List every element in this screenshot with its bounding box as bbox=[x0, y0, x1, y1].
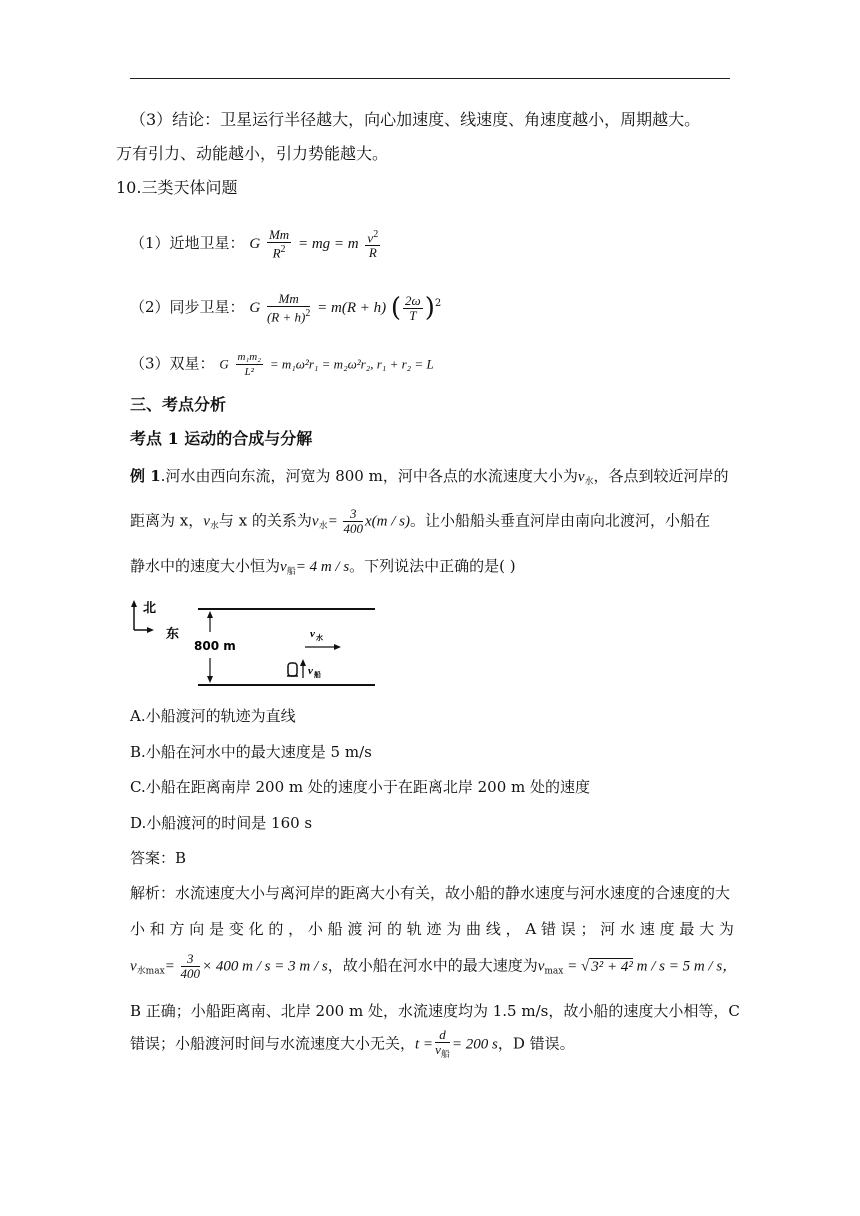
solution-line-1: 解析：水流速度大小与离河岸的距离大小有关，故小船的静水速度与河水速度的合速度的大 bbox=[130, 884, 731, 902]
solution-line-2: 小 和 方 向 是 变 化 的 ， 小 船 渡 河 的 轨 迹 为 曲 线 ， A 错 误 ； 河 水 速 度 最 大 为 bbox=[130, 920, 734, 938]
svg-text:船: 船 bbox=[314, 671, 321, 679]
north-label: 北 bbox=[143, 601, 157, 616]
east-label: 东 bbox=[166, 627, 180, 642]
header-rule bbox=[130, 78, 730, 79]
answer: 答案：B bbox=[130, 849, 187, 867]
option-d: D.小船渡河的时间是 160 s bbox=[130, 814, 313, 832]
solution-line-5: 错误；小船渡河时间与水流速度大小无关，t = $\frac{d}{v_船}$ = 200 s，D 错误。 bbox=[130, 1027, 575, 1059]
solution-line-4: B 正确；小船距离南、北岸 200 m 处，水流速度均为 1.5 m/s，故小船的速度大小相等，C bbox=[130, 1002, 740, 1020]
v-water-label: v bbox=[310, 628, 315, 640]
near-label: （1）近地卫星： bbox=[130, 234, 245, 253]
conclusion-line-1: （3）结论：卫星运行半径越大，向心加速度、线速度、角速度越小，周期越大。 bbox=[130, 110, 701, 129]
section-heading-3: 三、考点分析 bbox=[130, 395, 227, 414]
v-boat-label: v bbox=[308, 665, 313, 677]
svg-text:水: 水 bbox=[316, 634, 323, 642]
option-b: B.小船在河水中的最大速度是 5 m/s bbox=[130, 743, 372, 761]
example-line-3: 静水中的速度大小恒为$v_船= 4$ m / s。下列说法中正确的是( ) bbox=[130, 557, 516, 577]
solution-line-3: $v_{水max}=$ $\frac{3}{400}$ × 400 m / s = 3 m / s，故小船在河水中的最大速度为$v_{max}$ = √ 3² + 4² m / s = 5 m / s， bbox=[130, 951, 738, 981]
option-a: A.小船渡河的轨迹为直线 bbox=[130, 707, 296, 725]
section-heading-10: 10.三类天体问题 bbox=[116, 178, 238, 197]
kaodian-heading: 考点 1 运动的合成与分解 bbox=[130, 429, 313, 448]
example-line-2: 距离为 x，$v_水$与 x 的关系为$v_水=$ $\frac{3}{400}$ x(m / s)。让小船船头垂直河岸由南向北渡河，小船在 bbox=[130, 506, 710, 536]
formula-near-satellite: （1）近地卫星： G $\frac{Mm}{R^2}$ = mg = m $\frac{v^2}{R}$ bbox=[130, 227, 379, 261]
option-c: C.小船在距离南岸 200 m 处的速度小于在距离北岸 200 m 处的速度 bbox=[130, 778, 591, 796]
binary-label: （3）双星： bbox=[130, 354, 215, 373]
river-diagram bbox=[130, 600, 390, 692]
east-arrow-icon bbox=[147, 627, 154, 633]
river-width-label: 800 m bbox=[194, 639, 236, 653]
formula-binary-star: （3）双星： G $\frac{\text{m₁m₂}}{\text{L²}}$ = m₁ω²r₁ = m₂ω²r₂, r₁ + r₂ = L bbox=[130, 351, 434, 378]
example-line-1: 例 1.河水由西向东流，河宽为 800 m，河中各点的水流速度大小为$v_水$，各点到较近河岸的 bbox=[130, 467, 729, 487]
formula-sync-satellite: （2）同步卫星： G $\frac{Mm}{(R + h)^2}$ = m(R + h) ( $\frac{2\omega}{T}$ )$^2$ bbox=[130, 291, 442, 325]
north-arrow-icon bbox=[131, 600, 137, 607]
boat-icon bbox=[288, 663, 297, 676]
conclusion-line-2: 万有引力、动能越小，引力势能越大。 bbox=[116, 144, 389, 163]
sync-label: （2）同步卫星： bbox=[130, 298, 245, 317]
